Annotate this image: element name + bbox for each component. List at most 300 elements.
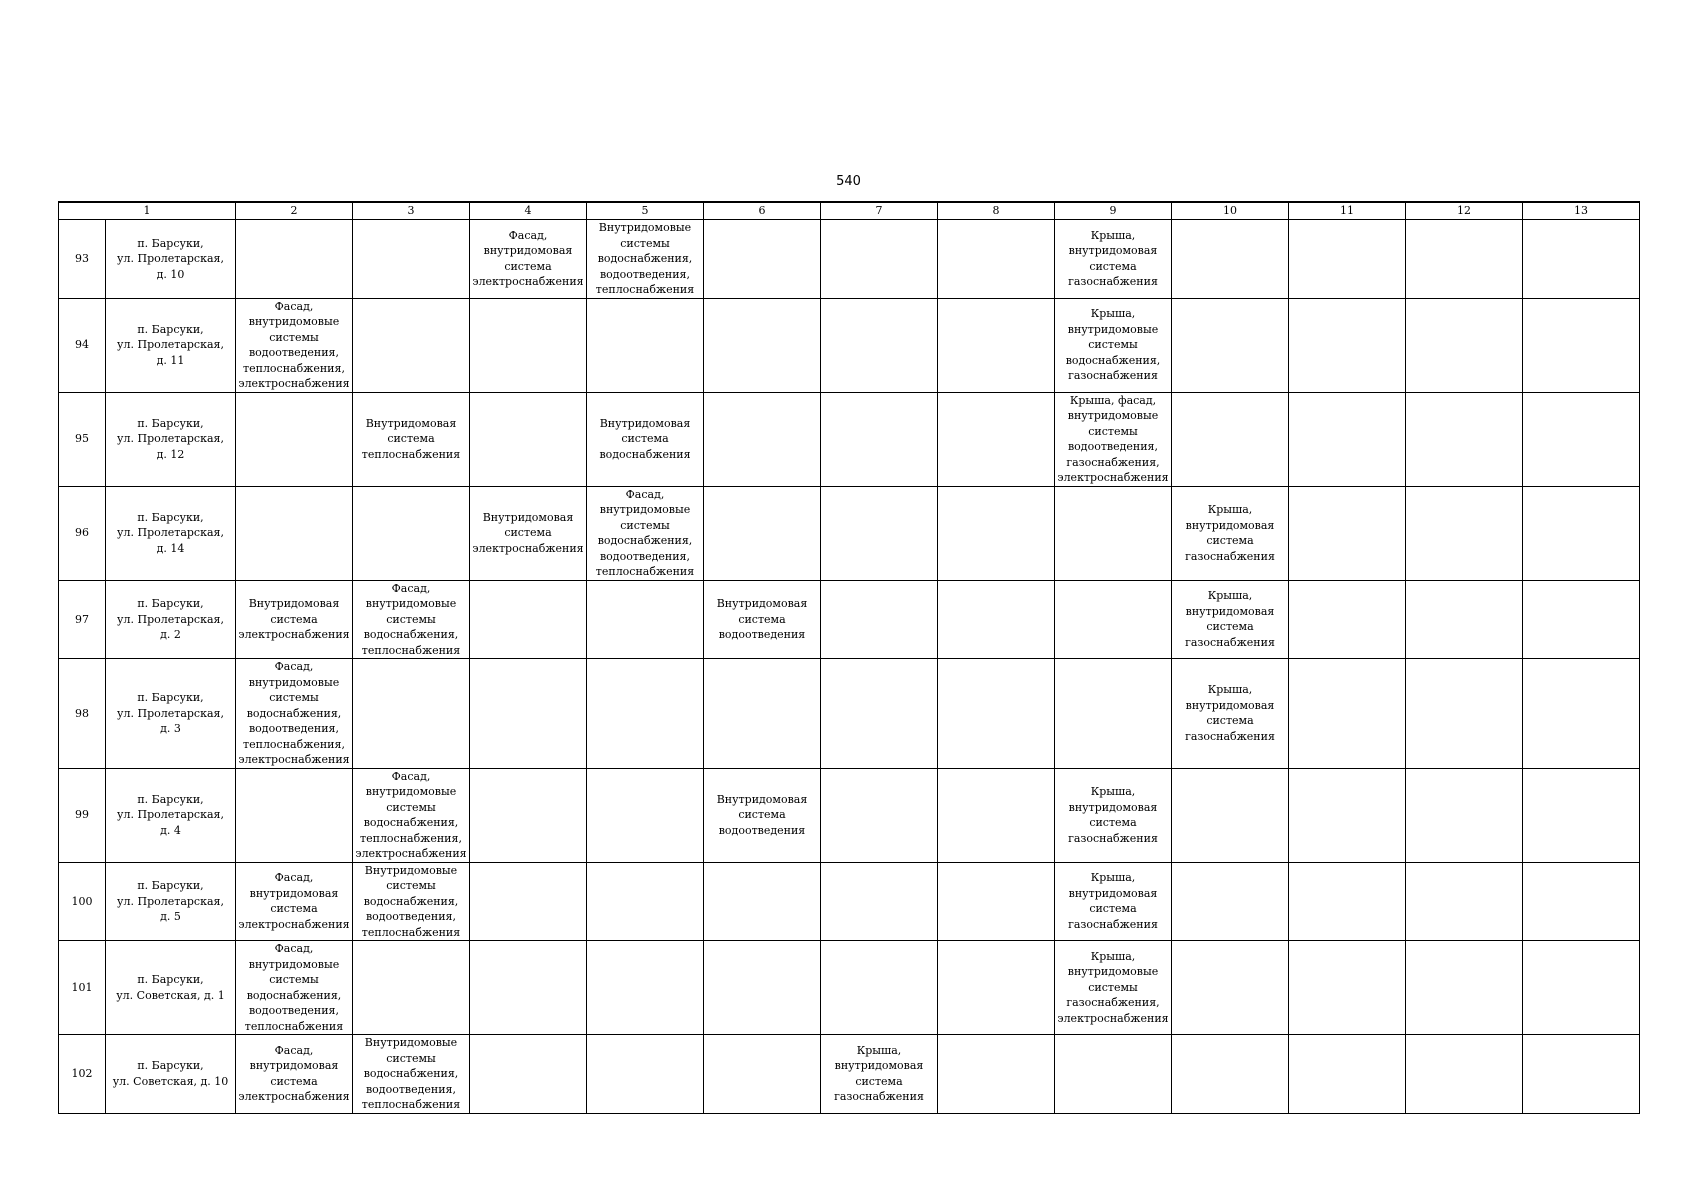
work-cell-col-6	[704, 392, 821, 486]
work-cell-col-9	[1055, 768, 1172, 862]
address-cell	[106, 298, 236, 392]
work-cell-col-10	[1172, 862, 1289, 941]
work-line: газоснабжения	[1068, 275, 1158, 289]
address-line: д. 12	[156, 447, 185, 461]
work-line: Внутридомовая	[482, 510, 574, 524]
work-cell-col-10	[1172, 486, 1289, 580]
work-line: газоснабжения	[1185, 729, 1275, 743]
work-cell-col-5	[587, 941, 704, 1035]
address-line: д. 10	[156, 267, 185, 281]
work-line: водоснабжения,	[246, 988, 342, 1002]
table-row	[59, 580, 1640, 659]
work-cell-col-9	[1055, 298, 1172, 392]
work-line: Крыша,	[1207, 503, 1253, 516]
column-header: 8	[938, 202, 1055, 220]
column-header: 11	[1289, 202, 1406, 220]
work-cell-col-5	[587, 580, 704, 659]
work-line: газоснабжения	[1185, 549, 1275, 563]
work-cell-col-3	[353, 768, 470, 862]
work-line: электроснабжения	[238, 1090, 350, 1104]
table-row	[59, 1035, 1640, 1114]
work-cell-col-5	[587, 298, 704, 392]
work-line: система	[1089, 259, 1137, 273]
work-cell-col-7	[821, 768, 938, 862]
work-line: внутридомовые	[365, 785, 457, 798]
work-cell-col-2	[236, 486, 353, 580]
work-line: газоснабжения	[1068, 831, 1158, 845]
work-line: системы	[386, 1051, 436, 1065]
work-cell-col-10	[1172, 941, 1289, 1035]
work-cell-col-8	[938, 862, 1055, 941]
work-line: водоснабжения,	[363, 1067, 459, 1080]
work-cell-col-9	[1055, 486, 1172, 580]
work-line: Крыша,	[1207, 589, 1253, 603]
column-header: 12	[1406, 202, 1523, 220]
work-line: Фасад,	[508, 228, 548, 242]
work-line: водоотведения,	[248, 346, 339, 359]
column-header: 9	[1055, 202, 1172, 220]
work-cell-col-10	[1172, 298, 1289, 392]
work-cell-col-11	[1289, 862, 1406, 941]
work-line: Крыша,	[1090, 228, 1136, 242]
work-cell-col-2	[236, 1035, 353, 1114]
table-row	[59, 659, 1640, 769]
work-line: системы	[386, 879, 436, 892]
column-header: 13	[1523, 202, 1640, 220]
work-cell-col-4	[470, 220, 587, 299]
work-line: система	[1089, 902, 1137, 916]
column-header: 1	[59, 202, 236, 220]
work-line: система	[270, 612, 318, 626]
work-line: теплоснабжения	[361, 447, 461, 461]
work-cell-col-3	[353, 659, 470, 769]
work-cell-col-8	[938, 768, 1055, 862]
work-line: водоотведения,	[365, 1082, 456, 1096]
work-line: водоснабжения,	[363, 894, 459, 908]
work-line: водоснабжения,	[1065, 353, 1161, 367]
work-cell-col-8	[938, 486, 1055, 580]
work-line: системы	[269, 330, 319, 344]
work-line: Внутридомовая	[365, 416, 457, 430]
work-line: системы	[269, 691, 319, 704]
work-line: теплоснабжения,	[243, 737, 345, 751]
work-line: Крыша, фасад,	[1069, 393, 1157, 407]
work-line: внутридомовые	[1067, 965, 1159, 979]
work-cell-col-10	[1172, 768, 1289, 862]
work-line: водоотведения,	[365, 910, 456, 923]
work-line: Внутридомовая	[716, 597, 808, 610]
work-cell-col-12	[1406, 580, 1523, 659]
work-cell-col-8	[938, 220, 1055, 299]
work-cell-col-3	[353, 220, 470, 299]
work-line: внутридомовая	[1068, 800, 1158, 814]
work-line: газоснабжения	[834, 1090, 924, 1104]
column-header: 2	[236, 202, 353, 220]
address-line: п. Барсуки,	[137, 973, 204, 986]
address-cell	[106, 1035, 236, 1114]
work-cell-col-4	[470, 486, 587, 580]
address-line: ул. Пролетарская,	[117, 706, 224, 720]
work-cell-col-7	[821, 941, 938, 1035]
work-line: внутридомовая	[1185, 604, 1275, 618]
table-body	[59, 202, 1640, 1113]
work-cell-col-5	[587, 1035, 704, 1114]
work-line: Внутридомовые	[364, 1036, 458, 1049]
work-cell-col-12	[1406, 220, 1523, 299]
work-line: внутридомовые	[248, 957, 340, 971]
row-number: 95	[59, 392, 106, 486]
row-number: 102	[59, 1035, 106, 1114]
work-line: внутридомовая	[483, 244, 573, 258]
work-line: внутридомовая	[1185, 518, 1275, 532]
table-row	[59, 486, 1640, 580]
address-line: п. Барсуки,	[137, 1059, 204, 1073]
work-cell-col-13	[1523, 486, 1640, 580]
work-cell-col-6	[704, 220, 821, 299]
work-line: газоснабжения,	[1066, 455, 1160, 469]
work-line: внутридомовые	[1067, 409, 1159, 422]
work-line: теплоснабжения	[361, 925, 461, 939]
row-number: 94	[59, 298, 106, 392]
work-cell-col-6	[704, 580, 821, 659]
work-line: Фасад,	[274, 660, 314, 673]
address-line: ул. Пролетарская,	[117, 612, 224, 626]
work-cell-col-2	[236, 580, 353, 659]
address-cell	[106, 768, 236, 862]
work-cell-col-7	[821, 392, 938, 486]
work-cell-col-8	[938, 1035, 1055, 1114]
work-cell-col-10	[1172, 580, 1289, 659]
work-cell-col-9	[1055, 1035, 1172, 1114]
work-line: водоснабжения	[599, 447, 691, 461]
work-line: теплоснабжения,	[243, 361, 345, 375]
work-cell-col-2	[236, 862, 353, 941]
work-cell-col-6	[704, 768, 821, 862]
address-line: ул. Пролетарская,	[117, 808, 224, 822]
work-cell-col-2	[236, 768, 353, 862]
work-cell-col-3	[353, 298, 470, 392]
work-line: система	[387, 432, 435, 446]
address-line: д. 3	[160, 722, 181, 735]
column-number-header	[59, 202, 1640, 220]
address-line: п. Барсуки,	[137, 691, 204, 704]
work-cell-col-10	[1172, 659, 1289, 769]
work-line: системы	[620, 236, 670, 250]
work-line: система	[738, 612, 786, 626]
address-line: д. 4	[160, 823, 181, 837]
work-line: теплоснабжения	[361, 1098, 461, 1111]
work-cell-col-7	[821, 659, 938, 769]
work-line: Внутридомовая	[248, 597, 340, 610]
work-cell-col-13	[1523, 1035, 1640, 1114]
address-cell	[106, 580, 236, 659]
work-line: внутридомовая	[249, 1059, 339, 1073]
work-cell-col-3	[353, 862, 470, 941]
row-number: 101	[59, 941, 106, 1035]
work-line: системы	[386, 800, 436, 814]
work-cell-col-11	[1289, 392, 1406, 486]
work-cell-col-11	[1289, 941, 1406, 1035]
work-line: электроснабжения	[1057, 471, 1169, 484]
work-cell-col-11	[1289, 659, 1406, 769]
address-line: п. Барсуки,	[137, 597, 204, 610]
work-line: система	[504, 526, 552, 540]
row-number: 100	[59, 862, 106, 941]
work-line: газоснабжения	[1068, 917, 1158, 931]
work-cell-col-13	[1523, 392, 1640, 486]
address-line: п. Барсуки,	[137, 879, 204, 892]
work-line: внутридомовые	[599, 503, 691, 516]
work-cell-col-8	[938, 659, 1055, 769]
work-line: внутридомовые	[248, 315, 340, 328]
address-line: п. Барсуки,	[137, 510, 204, 524]
work-cell-col-5	[587, 220, 704, 299]
work-cell-col-12	[1406, 392, 1523, 486]
address-line: ул. Пролетарская,	[117, 338, 224, 352]
work-cell-col-7	[821, 220, 938, 299]
work-cell-col-4	[470, 392, 587, 486]
repair-schedule-table	[58, 201, 1640, 1114]
work-cell-col-13	[1523, 941, 1640, 1035]
work-line: системы	[1088, 424, 1138, 438]
work-line: электроснабжения	[238, 377, 350, 390]
table-row	[59, 220, 1640, 299]
work-line: электроснабжения	[355, 847, 467, 860]
work-cell-col-2	[236, 941, 353, 1035]
work-cell-col-12	[1406, 862, 1523, 941]
work-cell-col-2	[236, 220, 353, 299]
work-line: система	[855, 1074, 903, 1088]
work-cell-col-13	[1523, 862, 1640, 941]
work-cell-col-12	[1406, 1035, 1523, 1114]
work-line: теплоснабжения,	[360, 831, 462, 845]
address-line: ул. Пролетарская,	[117, 252, 224, 265]
work-cell-col-7	[821, 486, 938, 580]
work-cell-col-5	[587, 659, 704, 769]
work-line: Фасад,	[391, 581, 431, 595]
work-line: внутридомовые	[248, 675, 340, 689]
work-cell-col-3	[353, 941, 470, 1035]
row-number: 93	[59, 220, 106, 299]
work-cell-col-12	[1406, 941, 1523, 1035]
work-cell-col-6	[704, 941, 821, 1035]
work-cell-col-2	[236, 392, 353, 486]
work-line: системы	[386, 612, 436, 626]
work-line: внутридомовая	[1068, 886, 1158, 900]
address-line: д. 11	[156, 353, 185, 367]
address-line: ул. Пролетарская,	[117, 894, 224, 908]
work-line: внутридомовая	[249, 886, 339, 900]
work-cell-col-2	[236, 298, 353, 392]
work-cell-col-3	[353, 1035, 470, 1114]
work-cell-col-3	[353, 580, 470, 659]
address-line: п. Барсуки,	[137, 236, 204, 250]
work-cell-col-4	[470, 1035, 587, 1114]
work-line: электроснабжения	[1057, 1011, 1169, 1025]
work-cell-col-5	[587, 768, 704, 862]
work-cell-col-4	[470, 941, 587, 1035]
work-line: водоотведения,	[1067, 440, 1158, 453]
work-cell-col-9	[1055, 862, 1172, 941]
work-cell-col-2	[236, 659, 353, 769]
work-cell-col-13	[1523, 768, 1640, 862]
work-line: Крыша,	[1090, 307, 1136, 321]
work-line: газоснабжения,	[1066, 996, 1160, 1010]
work-cell-col-10	[1172, 220, 1289, 299]
work-cell-col-4	[470, 580, 587, 659]
work-cell-col-12	[1406, 659, 1523, 769]
work-cell-col-3	[353, 392, 470, 486]
table-row	[59, 862, 1640, 941]
work-line: водоснабжения,	[363, 816, 459, 829]
row-number: 96	[59, 486, 106, 580]
work-cell-col-3	[353, 486, 470, 580]
work-line: теплоснабжения	[244, 1019, 344, 1033]
work-cell-col-6	[704, 486, 821, 580]
work-cell-col-9	[1055, 580, 1172, 659]
work-line: электроснабжения	[238, 917, 350, 931]
address-line: д. 5	[160, 910, 181, 923]
work-cell-col-11	[1289, 1035, 1406, 1114]
work-cell-col-13	[1523, 298, 1640, 392]
work-cell-col-6	[704, 862, 821, 941]
work-cell-col-13	[1523, 220, 1640, 299]
work-line: система	[1089, 816, 1137, 829]
work-line: система	[621, 432, 669, 446]
address-cell	[106, 486, 236, 580]
work-line: электроснабжения	[472, 275, 584, 289]
work-line: Фасад,	[274, 871, 314, 885]
work-cell-col-10	[1172, 1035, 1289, 1114]
work-line: электроснабжения	[472, 541, 584, 555]
work-line: Крыша,	[1090, 949, 1136, 963]
address-cell	[106, 392, 236, 486]
work-cell-col-7	[821, 580, 938, 659]
work-line: теплоснабжения	[595, 283, 695, 296]
work-cell-col-13	[1523, 580, 1640, 659]
work-line: внутридомовые	[365, 597, 457, 610]
address-line: п. Барсуки,	[137, 416, 204, 430]
row-number: 97	[59, 580, 106, 659]
column-header: 5	[587, 202, 704, 220]
work-cell-col-9	[1055, 392, 1172, 486]
work-line: системы	[269, 973, 319, 986]
table-row	[59, 768, 1640, 862]
work-line: водоотведения,	[599, 267, 690, 281]
work-line: Крыша,	[1207, 683, 1253, 697]
column-header: 4	[470, 202, 587, 220]
work-line: водоотведения,	[599, 549, 690, 563]
work-line: система	[504, 259, 552, 273]
address-line: ул. Советская, д. 1	[116, 988, 225, 1002]
column-header: 10	[1172, 202, 1289, 220]
work-cell-col-5	[587, 862, 704, 941]
work-line: газоснабжения	[1185, 635, 1275, 649]
work-line: Фасад,	[274, 299, 314, 313]
work-cell-col-4	[470, 659, 587, 769]
address-line: п. Барсуки,	[137, 792, 204, 806]
address-line: п. Барсуки,	[137, 322, 204, 336]
work-line: водоотведения,	[248, 1004, 339, 1017]
work-cell-col-4	[470, 768, 587, 862]
address-cell	[106, 220, 236, 299]
table-row	[59, 298, 1640, 392]
work-cell-col-8	[938, 580, 1055, 659]
work-cell-col-8	[938, 392, 1055, 486]
work-line: водоснабжения,	[363, 628, 459, 641]
address-line: д. 2	[160, 628, 181, 641]
work-line: внутридомовая	[1185, 698, 1275, 712]
work-line: система	[1206, 534, 1254, 547]
work-line: водоотведения	[718, 628, 806, 641]
work-line: системы	[1088, 980, 1138, 994]
row-number: 99	[59, 768, 106, 862]
work-line: системы	[1088, 338, 1138, 352]
address-line: ул. Пролетарская,	[117, 432, 224, 446]
work-line: водоотведения	[718, 823, 806, 837]
work-cell-col-9	[1055, 941, 1172, 1035]
work-cell-col-8	[938, 298, 1055, 392]
address-line: ул. Пролетарская,	[117, 526, 224, 540]
work-line: водоснабжения,	[246, 706, 342, 720]
address-cell	[106, 862, 236, 941]
work-cell-col-6	[704, 1035, 821, 1114]
work-cell-col-5	[587, 392, 704, 486]
work-line: Внутридомовая	[599, 416, 691, 430]
work-cell-col-13	[1523, 659, 1640, 769]
work-line: внутридомовая	[1068, 244, 1158, 258]
work-cell-col-11	[1289, 220, 1406, 299]
work-line: Внутридомовая	[716, 792, 808, 806]
work-cell-col-12	[1406, 486, 1523, 580]
work-cell-col-11	[1289, 298, 1406, 392]
work-cell-col-7	[821, 1035, 938, 1114]
work-line: электроснабжения	[238, 753, 350, 766]
work-cell-col-9	[1055, 659, 1172, 769]
work-line: Крыша,	[856, 1043, 902, 1057]
work-line: система	[270, 902, 318, 916]
row-number: 98	[59, 659, 106, 769]
work-cell-col-10	[1172, 392, 1289, 486]
work-line: системы	[620, 518, 670, 532]
column-header: 6	[704, 202, 821, 220]
work-cell-col-9	[1055, 220, 1172, 299]
address-cell	[106, 659, 236, 769]
work-line: водоснабжения,	[597, 252, 693, 265]
work-line: теплоснабжения	[595, 565, 695, 578]
work-line: внутридомовая	[834, 1059, 924, 1073]
work-cell-col-6	[704, 298, 821, 392]
work-line: внутридомовые	[1067, 322, 1159, 336]
work-line: электроснабжения	[238, 628, 350, 641]
work-cell-col-11	[1289, 768, 1406, 862]
work-cell-col-11	[1289, 580, 1406, 659]
work-cell-col-4	[470, 298, 587, 392]
address-line: д. 14	[156, 541, 185, 555]
column-header: 3	[353, 202, 470, 220]
work-cell-col-7	[821, 862, 938, 941]
work-line: Фасад,	[274, 942, 314, 955]
work-cell-col-4	[470, 862, 587, 941]
column-header: 7	[821, 202, 938, 220]
work-line: система	[270, 1074, 318, 1088]
work-cell-col-12	[1406, 768, 1523, 862]
work-line: Крыша,	[1090, 785, 1136, 798]
work-line: газоснабжения	[1068, 369, 1158, 383]
work-cell-col-6	[704, 659, 821, 769]
table-row	[59, 941, 1640, 1035]
page-number: 540	[836, 174, 861, 189]
